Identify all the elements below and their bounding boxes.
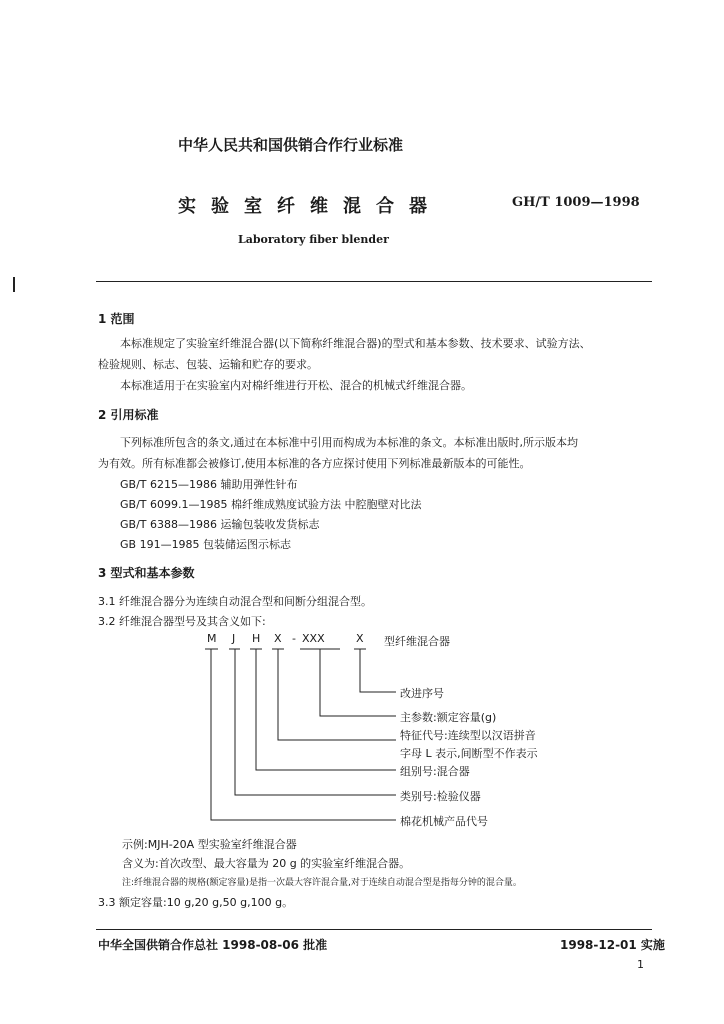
page-title: 实验室纤维混合器 <box>178 196 442 217</box>
approval-line: 中华全国供销合作总社 1998-08-06 批准 <box>98 938 328 952</box>
label-category: 类别号:检验仪器 <box>400 790 481 803</box>
model-dash: - <box>292 632 296 645</box>
english-title: Laboratory fiber blender <box>238 233 389 246</box>
effective-date: 1998-12-01 实施 <box>560 938 665 952</box>
label-main-parameter: 主参数:额定容量(g) <box>400 711 497 724</box>
label-feature-code: 特征代号:连续型以汉语拼音 <box>400 729 536 742</box>
section-1-heading: 1 范围 <box>98 312 135 326</box>
ref-item: GB/T 6388—1986 运输包装收发货标志 <box>120 518 320 531</box>
footer-rule <box>96 929 652 930</box>
note-line: 注:纤维混合器的规格(额定容量)是指一次最大容许混合量,对于连续自动混合型是指每分钟的混合量。 <box>122 878 522 888</box>
label-product-code: 棉花机械产品代号 <box>400 815 488 828</box>
model-letter-j: J <box>232 632 236 645</box>
meaning-line: 含义为:首次改型、最大容量为 20 g 的实验室纤维混合器。 <box>122 857 411 870</box>
clause-3-2: 3.2 纤维混合器型号及其含义如下: <box>98 615 266 628</box>
page-number: 1 <box>637 958 644 971</box>
org-standard-heading: 中华人民共和国供销合作行业标准 <box>178 136 404 154</box>
section-2-heading: 2 引用标准 <box>98 408 159 422</box>
standard-code: GH/T 1009—1998 <box>512 195 640 210</box>
section-1-para-1a: 本标准规定了实验室纤维混合器(以下简称纤维混合器)的型式和基本参数、技术要求、试验方法、 <box>120 337 591 350</box>
clause-3-1: 3.1 纤维混合器分为连续自动混合型和间断分组混合型。 <box>98 595 372 608</box>
model-feature-x: X <box>274 632 282 645</box>
ref-item: GB/T 6215—1986 辅助用弹性针布 <box>120 478 298 491</box>
section-2-para-1a: 下列标准所包含的条文,通过在本标准中引用而构成为本标准的条文。本标准出版时,所示版本均 <box>120 436 578 449</box>
clause-3-3: 3.3 额定容量:10 g,20 g,50 g,100 g。 <box>98 896 294 909</box>
section-3-heading: 3 型式和基本参数 <box>98 566 195 580</box>
section-2-para-1b: 为有效。所有标准都会被修订,使用本标准的各方应探讨使用下列标准最新版本的可能性。 <box>98 457 531 470</box>
model-type-label: 型纤维混合器 <box>384 635 450 648</box>
model-letter-h: H <box>252 632 261 645</box>
example-line: 示例:MJH-20A 型实验室纤维混合器 <box>122 838 297 851</box>
model-letter-m: M <box>207 632 217 645</box>
model-capacity-xxx: XXX <box>302 632 325 645</box>
label-revision: 改进序号 <box>400 687 444 700</box>
section-1-para-1b: 检验规则、标志、包装、运输和贮存的要求。 <box>98 358 318 371</box>
section-1-para-2: 本标准适用于在实验室内对棉纤维进行开松、混合的机械式纤维混合器。 <box>120 379 472 392</box>
label-group: 组别号:混合器 <box>400 765 470 778</box>
ref-item: GB/T 6099.1—1985 棉纤维成熟度试验方法 中腔胞壁对比法 <box>120 498 422 511</box>
ref-item: GB 191—1985 包装储运图示标志 <box>120 538 292 551</box>
model-revision-x: X <box>356 632 364 645</box>
label-feature-code-cont: 字母 L 表示,间断型不作表示 <box>400 747 538 760</box>
